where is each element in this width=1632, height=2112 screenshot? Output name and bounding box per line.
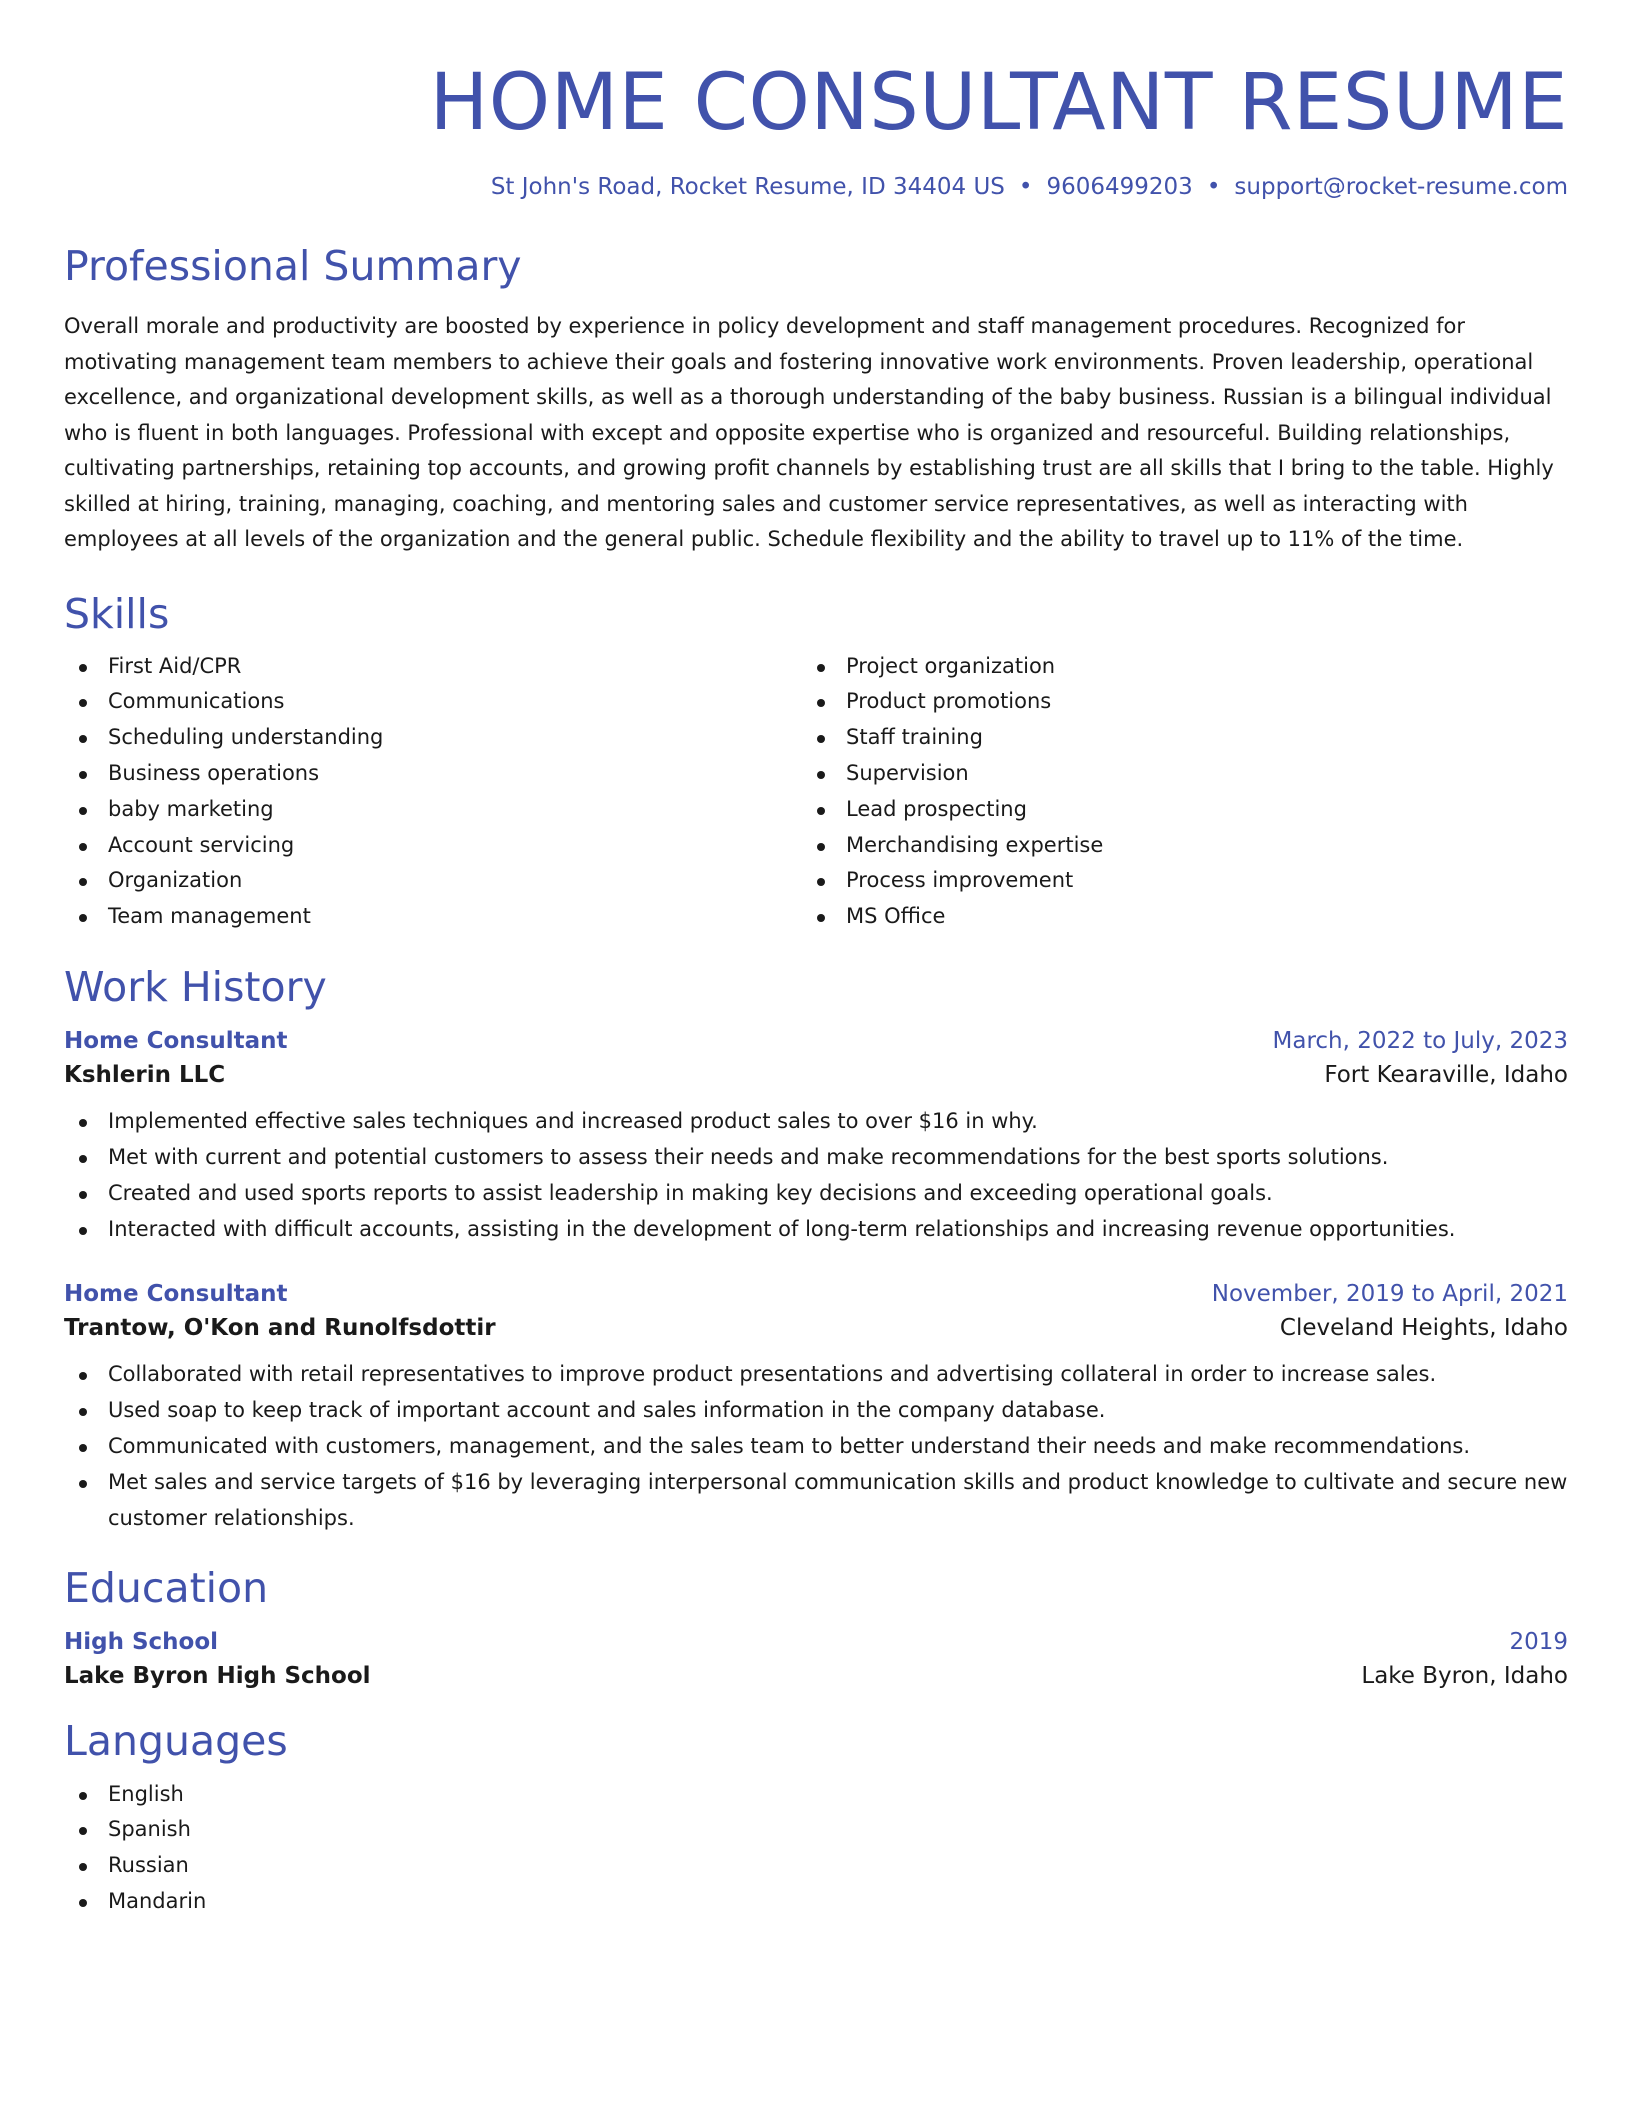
skills-list-right — [802, 649, 1540, 935]
contact-line — [64, 174, 1568, 200]
job-title: Home Consultant — [64, 1281, 288, 1308]
job-bullet: Met sales and service targets of $16 by leveraging interpersonal communication skills and product knowledge to cultivate and secure new customer relationships. — [64, 1465, 1568, 1537]
education-year: 2019 — [1509, 1629, 1568, 1656]
education-location: Lake Byron, Idaho — [1361, 1663, 1568, 1690]
job-bullet: Met with current and potential customers to assess their needs and make recommendations for the best sports solutions. — [64, 1140, 1568, 1176]
contact-phone: 9606499203 — [1046, 174, 1193, 200]
skills-list-left — [64, 649, 802, 935]
education-degree: High School — [64, 1629, 219, 1656]
skill-item: Account servicing — [64, 828, 802, 864]
skills-right-column — [802, 649, 1540, 935]
languages-list — [64, 1777, 1568, 1920]
skill-item: Product promotions — [802, 684, 1540, 720]
skill-item: Scheduling understanding — [64, 720, 802, 756]
skill-item: Business operations — [64, 756, 802, 792]
language-item: Mandarin — [64, 1884, 1568, 1920]
job-bullet: Collaborated with retail representatives to improve product presentations and advertising collateral in order to increase sales. — [64, 1357, 1568, 1393]
skill-item: Communications — [64, 684, 802, 720]
job-bullets — [64, 1104, 1568, 1247]
language-item: Russian — [64, 1848, 1568, 1884]
job-header-row — [64, 1281, 1568, 1307]
skill-item: Staff training — [802, 720, 1540, 756]
job-dates: March, 2022 to July, 2023 — [1272, 1028, 1568, 1055]
job-entry — [64, 1281, 1568, 1536]
job-company: Kshlerin LLC — [64, 1062, 226, 1089]
job-header-row — [64, 1028, 1568, 1054]
job-bullet: Communicated with customers, management, and the sales team to better understand their needs and make recommendations. — [64, 1429, 1568, 1465]
job-company-row — [64, 1315, 1568, 1341]
job-location: Cleveland Heights, Idaho — [1279, 1315, 1568, 1342]
contact-email: support@rocket-resume.com — [1234, 174, 1568, 200]
languages-heading: Languages — [64, 1717, 288, 1766]
contact-separator: • — [1206, 174, 1221, 200]
education-header-row — [64, 1629, 1568, 1655]
job-company-row — [64, 1062, 1568, 1088]
skill-item: MS Office — [802, 899, 1540, 935]
resume-title: HOME CONSULTANT RESUME — [429, 58, 1568, 148]
skill-item: Supervision — [802, 756, 1540, 792]
job-entry — [64, 1028, 1568, 1247]
job-title: Home Consultant — [64, 1028, 288, 1055]
education-school-row — [64, 1663, 1568, 1689]
skill-item: Merchandising expertise — [802, 828, 1540, 864]
job-bullets — [64, 1357, 1568, 1536]
skills-left-column — [64, 649, 802, 935]
skill-item: Team management — [64, 899, 802, 935]
skills-heading: Skills — [64, 589, 170, 638]
summary-text: Overall morale and productivity are boosted by experience in policy development and staff management procedures. Recognized for motivating management team members to achieve their goals and fostering innovative work environments. Proven leadership, operational excellence, and organizational development skills, as well as a thorough understanding of the baby business. Russian is a bilingual individual who is fluent in both languages. Professional with except and opposite expertise who is organized and resourceful. Building relationships, cultivating partnerships, retaining top accounts, and growing profit channels by establishing trust are all skills that I bring to the table. Highly skilled at hiring, training, managing, coaching, and mentoring sales and customer service representatives, as well as interacting with employees at all levels of the organization and the general public. Schedule flexibility and the ability to travel up to 11% of the time. — [64, 314, 1554, 552]
education-school: Lake Byron High School — [64, 1663, 371, 1690]
skill-item: baby marketing — [64, 792, 802, 828]
skills-columns — [64, 649, 1568, 935]
language-item: English — [64, 1777, 1568, 1813]
education-heading: Education — [64, 1564, 269, 1613]
job-dates: November, 2019 to April, 2021 — [1211, 1281, 1568, 1308]
summary-heading: Professional Summary — [64, 242, 522, 290]
education-entry — [64, 1629, 1568, 1689]
work-heading: Work History — [64, 963, 327, 1012]
contact-separator: • — [1018, 174, 1033, 200]
job-location: Fort Kearaville, Idaho — [1324, 1062, 1568, 1089]
job-bullet: Created and used sports reports to assist leadership in making key decisions and exceeding operational goals. — [64, 1176, 1568, 1212]
skill-item: Lead prospecting — [802, 792, 1540, 828]
skill-item: Organization — [64, 863, 802, 899]
skill-item: Project organization — [802, 649, 1540, 685]
contact-address: St John's Road, Rocket Resume, ID 34404 US — [490, 174, 1005, 200]
job-bullet: Interacted with difficult accounts, assisting in the development of long-term relationships and increasing revenue opportunities. — [64, 1212, 1568, 1248]
skill-item: Process improvement — [802, 863, 1540, 899]
job-company: Trantow, O'Kon and Runolfsdottir — [64, 1315, 496, 1342]
language-item: Spanish — [64, 1812, 1568, 1848]
job-bullet: Implemented effective sales techniques and increased product sales to over $16 in why. — [64, 1104, 1568, 1140]
skill-item: First Aid/CPR — [64, 649, 802, 685]
job-bullet: Used soap to keep track of important account and sales information in the company database. — [64, 1393, 1568, 1429]
